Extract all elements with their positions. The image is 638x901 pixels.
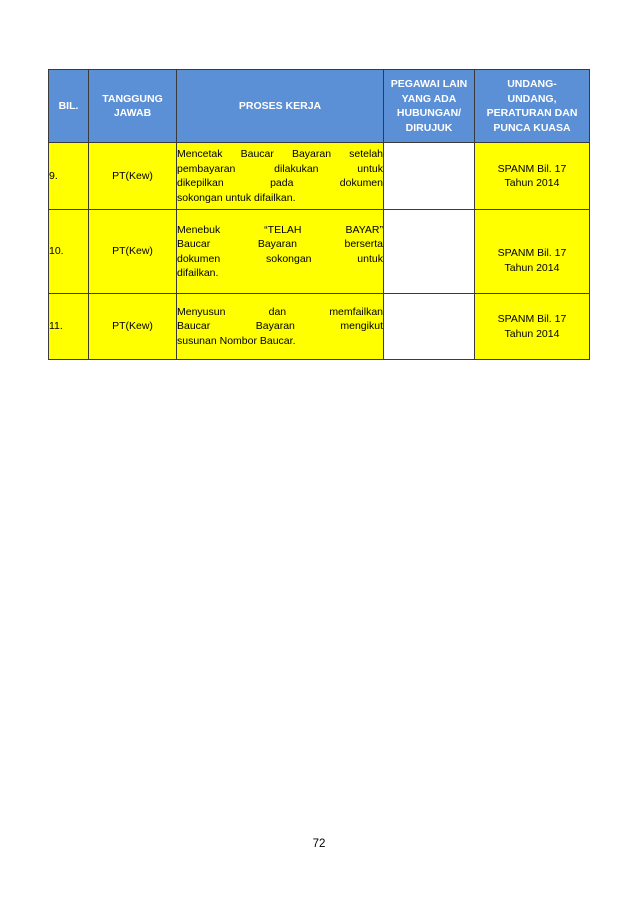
header-row <box>49 70 590 143</box>
proses-line: sokongan untuk difailkan. <box>177 191 296 204</box>
row-tanggung-jawab: PT(Kew) <box>89 143 177 210</box>
proses-line: Baucar Bayaran mengikut <box>177 320 383 333</box>
proses-line: Menyusun dan memfailkan <box>177 305 383 318</box>
row-tanggung-jawab: PT(Kew) <box>89 294 177 360</box>
row-bil: 9. <box>49 143 89 210</box>
table-row <box>49 294 590 360</box>
row-undang-undang: SPANM Bil. 17 Tahun 2014 <box>475 210 590 294</box>
page-number: 72 <box>312 838 326 850</box>
row-pegawai <box>384 294 475 360</box>
proses-line: difailkan. <box>177 267 219 279</box>
header-tanggung-jawab: TANGGUNG JAWAB <box>89 70 177 143</box>
table-row <box>49 210 590 294</box>
row-tanggung-jawab: PT(Kew) <box>89 210 177 294</box>
row-pegawai <box>384 210 475 294</box>
header-undang-undang: UNDANG-UNDANG, PERATURAN DAN PUNCA KUASA <box>475 70 590 143</box>
proses-line: Baucar Bayaran berserta <box>177 238 383 250</box>
proses-line: dikepilkan pada dokumen <box>177 177 383 189</box>
row-bil: 11. <box>49 294 89 360</box>
header-proses-kerja: PROSES KERJA <box>177 70 384 143</box>
row-proses-kerja <box>177 210 384 294</box>
proses-line: susunan Nombor Baucar. <box>177 334 296 347</box>
header-bil: BIL. <box>49 70 89 143</box>
table-row <box>49 143 590 210</box>
row-pegawai <box>384 143 475 210</box>
proses-line: dokumen sokongan untuk <box>177 252 383 265</box>
process-table <box>48 69 590 360</box>
proses-line: Menebuk “TELAH BAYAR” <box>177 223 383 236</box>
proses-line: pembayaran dilakukan untuk <box>177 162 383 175</box>
row-bil: 10. <box>49 210 89 294</box>
header-pegawai-lain: PEGAWAI LAIN YANG ADA HUBUNGAN/ DIRUJUK <box>384 70 475 143</box>
row-undang-undang: SPANM Bil. 17 Tahun 2014 <box>475 294 590 360</box>
row-proses-kerja <box>177 143 384 210</box>
row-undang-undang: SPANM Bil. 17 Tahun 2014 <box>475 143 590 210</box>
row-proses-kerja <box>177 294 384 360</box>
proses-line: Mencetak Baucar Bayaran setelah <box>177 148 383 160</box>
